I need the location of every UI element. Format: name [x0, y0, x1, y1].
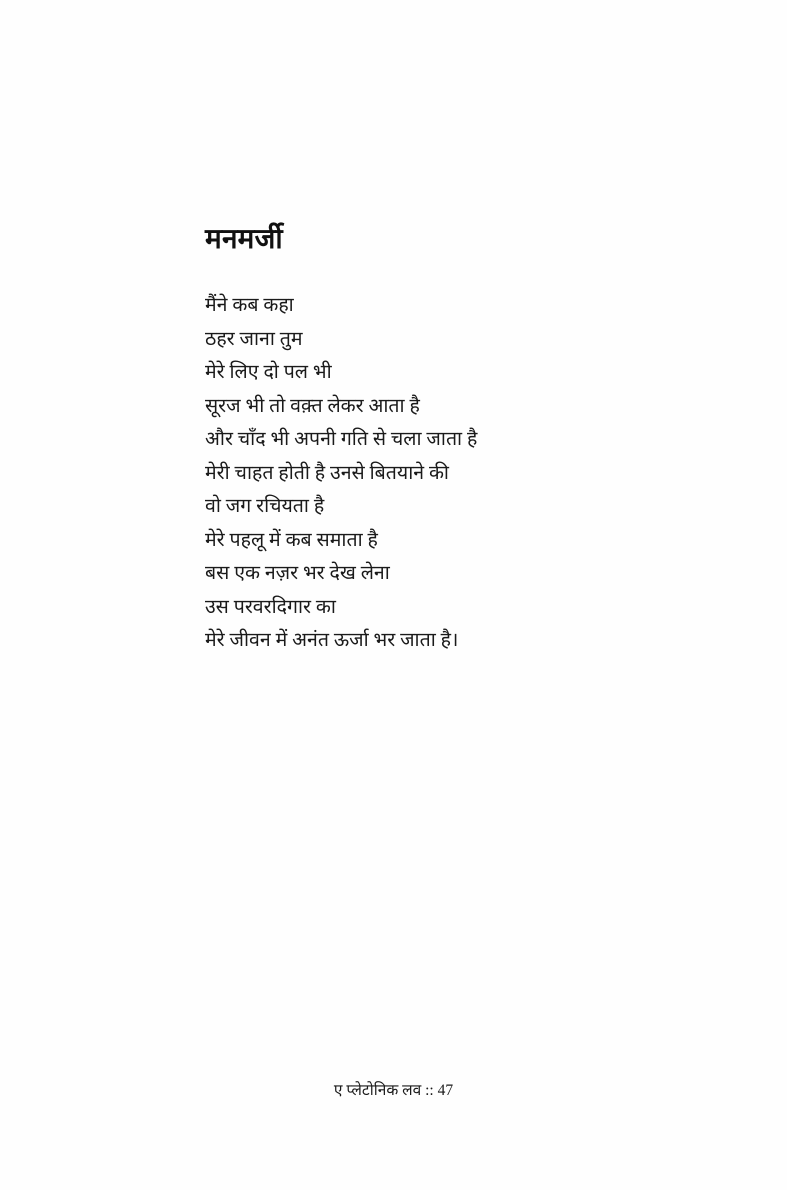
page-footer: ए प्लेटोनिक लव :: 47: [333, 1082, 454, 1099]
poem-line: मेरे लिए दो पल भी: [205, 362, 332, 383]
poem-line: मैंने कब कहा: [205, 295, 294, 316]
poem-line: वो जग रचियता है: [205, 496, 325, 517]
poem-line: मेरी चाहत होती है उनसे बितयाने की: [205, 462, 449, 484]
poem-line: ठहर जाना तुम: [205, 328, 303, 350]
poem-line: उस परवरदिगार का: [205, 596, 336, 618]
poem-line: और चाँद भी अपनी गति से चला जाता है: [205, 429, 478, 450]
poem-line: सूरज भी तो वक़्त लेकर आता है: [205, 395, 420, 417]
poem-block: [205, 222, 685, 658]
poem-line: मेरे जीवन में अनंत ऊर्जा भर जाता है।: [205, 630, 459, 651]
poem-line: मेरे पहलू में कब समाता है: [205, 529, 378, 551]
poem-body: [205, 289, 685, 658]
poem-line: बस एक नज़र भर देख लेना: [205, 563, 390, 584]
page-title: मनमर्जी: [205, 224, 283, 255]
